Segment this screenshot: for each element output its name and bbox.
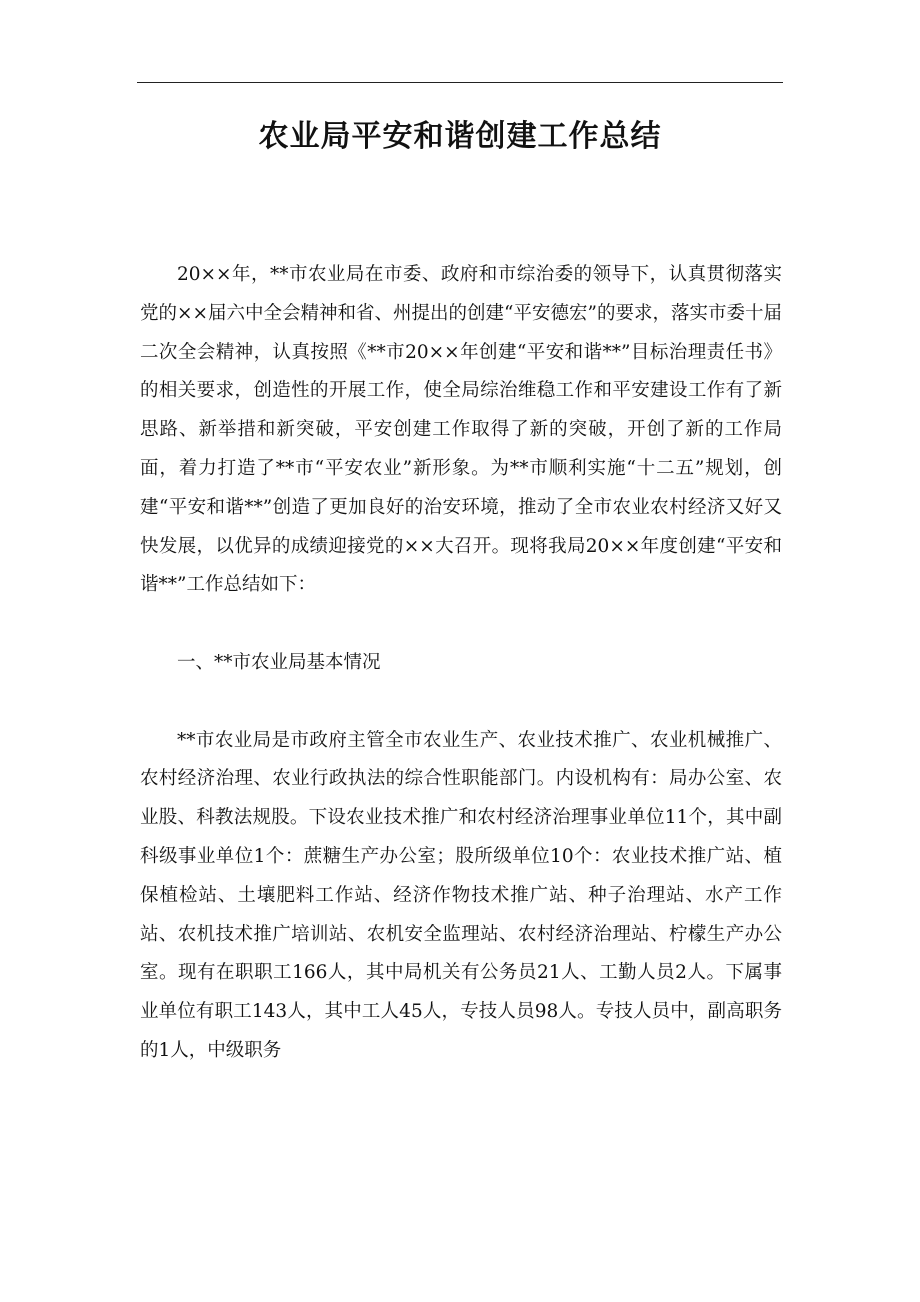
section-heading: 一、**市农业局基本情况: [177, 651, 381, 673]
document-body: [140, 256, 782, 1071]
intro-paragraph: 20××年，**市农业局在市委、政府和市综治委的领导下，认真贯彻落实党的××届六中全会精神和省、州提出的创建“平安德宏”的要求，落实市委十届二次全会精神，认真按照《**市20××年创建“平安和谐**”目标治理责任书》的相关要求，创造性的开展工作，使全局综治维稳工作和平安建设工作有了新思路、新举措和新突破，平安创建工作取得了新的突破，开创了新的工作局面，着力打造了**市“平安农业”新形象。为**市顺利实施“十二五”规划，创建“平安和谐**”创造了更加良好的治安环境，推动了全市农业农村经济又好又快发展，以优异的成绩迎接党的××大召开。现将我局20××年度创建“平安和谐**”工作总结如下：: [140, 264, 782, 596]
header-rule: [137, 82, 783, 83]
paragraph-spacer: [140, 605, 782, 644]
section-paragraph: **市农业局是市政府主管全市农业生产、农业技术推广、农业机械推广、农村经济治理、农业行政执法的综合性职能部门。内设机构有：局办公室、农业股、科教法规股。下设农业技术推广和农村经济治理事业单位11个，其中副科级事业单位1个：蔗糖生产办公室；股所级单位10个：农业技术推广站、植保植检站、土壤肥料工作站、经济作物技术推广站、种子治理站、水产工作站、农机技术推广培训站、农机安全监理站、农村经济治理站、柠檬生产办公室。现有在职职工166人，其中局机关有公务员21人、工勤人员2人。下属事业单位有职工143人，其中工人45人，专技人员98人。专技人员中，副高职务的1人，中级职务: [140, 729, 782, 1061]
paragraph-spacer: [140, 683, 782, 722]
document-title: 农业局平安和谐创建工作总结: [258, 119, 662, 154]
